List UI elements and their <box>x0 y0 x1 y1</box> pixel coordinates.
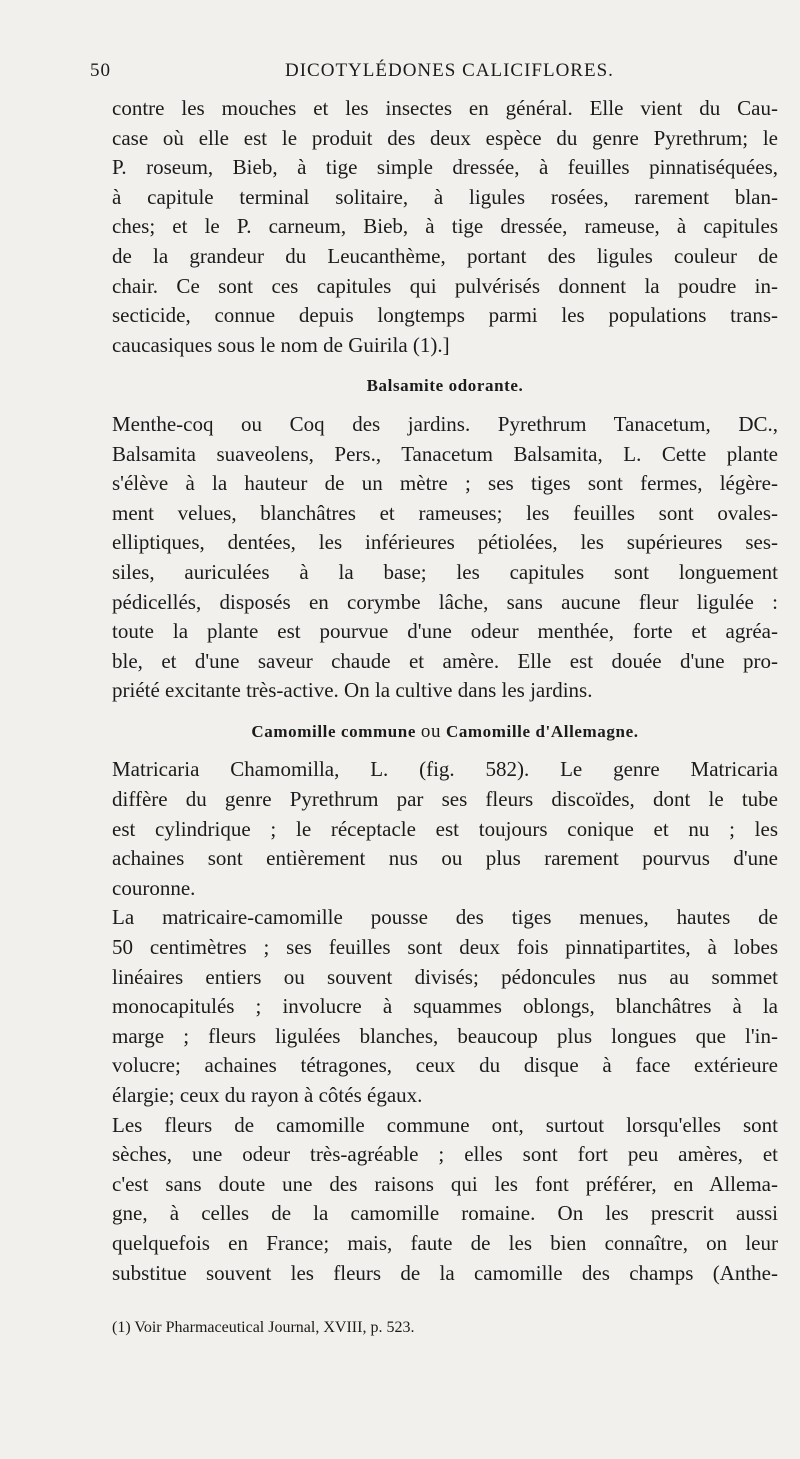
running-header <box>90 60 790 86</box>
text-line: pédicellés, disposés en corymbe lâche, sans aucune fleur ligulée : <box>112 589 778 614</box>
camomille-heading <box>112 717 778 747</box>
text-line: linéaires entiers ou souvent divisés; pédoncules nus au sommet <box>112 964 778 989</box>
footnote: (1) Voir Pharmaceutical Journal, XVIII, p. 523. <box>112 1319 415 1336</box>
text-line: caucasiques sous le nom de Guirila (1).] <box>112 332 450 357</box>
text-line: priété excitante très-active. On la cultive dans les jardins. <box>112 678 593 703</box>
text-line: chair. Ce sont ces capitules qui pulvérisés donnent la poudre in- <box>112 273 778 298</box>
page-body <box>112 94 778 1288</box>
text-line: Matricaria Chamomilla, L. (fig. 582). Le genre Matricaria <box>112 757 778 782</box>
text-line: à capitule terminal solitaire, à ligules rosées, rarement blan- <box>112 184 778 209</box>
text-line: Les fleurs de camomille commune ont, surtout lorsqu'elles sont <box>112 1112 778 1137</box>
text-line: élargie; ceux du rayon à côtés égaux. <box>112 1083 423 1107</box>
text-line: gne, à celles de la camomille romaine. On les prescrit aussi <box>112 1201 778 1226</box>
camomille-heading-b: Camomille d'Allemagne. <box>445 721 639 741</box>
text-line: Balsamita suaveolens, Pers., Tanacetum Balsamita, L. Cette plante <box>112 441 778 466</box>
text-line: de la grandeur du Leucanthème, portant des ligules couleur de <box>112 243 778 268</box>
text-line: achaines sont entièrement nus ou plus rarement pourvus d'une <box>112 846 778 871</box>
camomille-heading-a: Camomille commune <box>251 721 417 741</box>
text-line: sèches, une odeur très-agréable ; elles sont fort peu amères, et <box>112 1142 778 1167</box>
text-line: toute la plante est pourvue d'une odeur menthée, forte et agréa- <box>112 619 778 644</box>
balsamite-heading: Balsamite odorante. <box>366 376 524 396</box>
text-line: case où elle est le produit des deux espèce du genre Pyrethrum; le <box>112 125 778 150</box>
text-line: ble, et d'une saveur chaude et amère. Elle est douée d'une pro- <box>112 648 778 673</box>
text-line: siles, auriculées à la base; les capitules sont longuement <box>112 559 778 584</box>
camomille-heading-or: ou <box>420 720 442 742</box>
page-number: 50 <box>90 60 111 81</box>
text-line: ches; et le P. carneum, Bieb, à tige dressée, rameuse, à capitules <box>112 214 778 239</box>
balsamite-paragraph <box>112 410 778 706</box>
text-line: ment velues, blanchâtres et rameuses; les feuilles sont ovales- <box>112 500 778 525</box>
text-line: contre les mouches et les insectes en général. Elle vient du Cau- <box>112 96 778 120</box>
text-line: marge ; fleurs ligulées blanches, beaucoup plus longues que l'in- <box>112 1023 778 1048</box>
text-line: volucre; achaines tétragones, ceux du disque à face extérieure <box>112 1053 778 1078</box>
text-line: s'élève à la hauteur de un mètre ; ses tiges sont fermes, légère- <box>112 471 778 496</box>
text-line: diffère du genre Pyrethrum par ses fleurs discoïdes, dont le tube <box>112 787 778 812</box>
running-title: DICOTYLÉDONES CALICIFLORES. <box>285 60 614 81</box>
matricaire-paragraph <box>112 903 778 1110</box>
text-line: P. roseum, Bieb, à tige simple dressée, à feuilles pinnatiséquées, <box>112 155 778 180</box>
text-line: monocapitulés ; involucre à squammes oblongs, blanchâtres à la <box>112 994 778 1019</box>
text-line: secticide, connue depuis longtemps parmi les populations trans- <box>112 303 778 328</box>
fleurs-paragraph <box>112 1111 778 1289</box>
text-line: couronne. <box>112 875 196 900</box>
text-line: elliptiques, dentées, les inférieures pétiolées, les supérieures ses- <box>112 530 778 555</box>
text-line: substitue souvent les fleurs de la camomille des champs (Anthe- <box>112 1260 778 1285</box>
camomille-paragraph <box>112 755 778 903</box>
text-line: est cylindrique ; le réceptacle est toujours conique et nu ; les <box>112 816 778 841</box>
text-line: La matricaire-camomille pousse des tiges menues, hautes de <box>112 905 778 930</box>
text-line: 50 centimètres ; ses feuilles sont deux fois pinnatipartites, à lobes <box>112 935 778 960</box>
text-line: quelquefois en France; mais, faute de les bien connaître, on leur <box>112 1230 778 1255</box>
text-line: Menthe-coq ou Coq des jardins. Pyrethrum Tanacetum, DC., <box>112 411 778 436</box>
intro-paragraph <box>112 94 778 360</box>
text-line: c'est sans doute une des raisons qui les font préférer, en Allema- <box>112 1171 778 1196</box>
